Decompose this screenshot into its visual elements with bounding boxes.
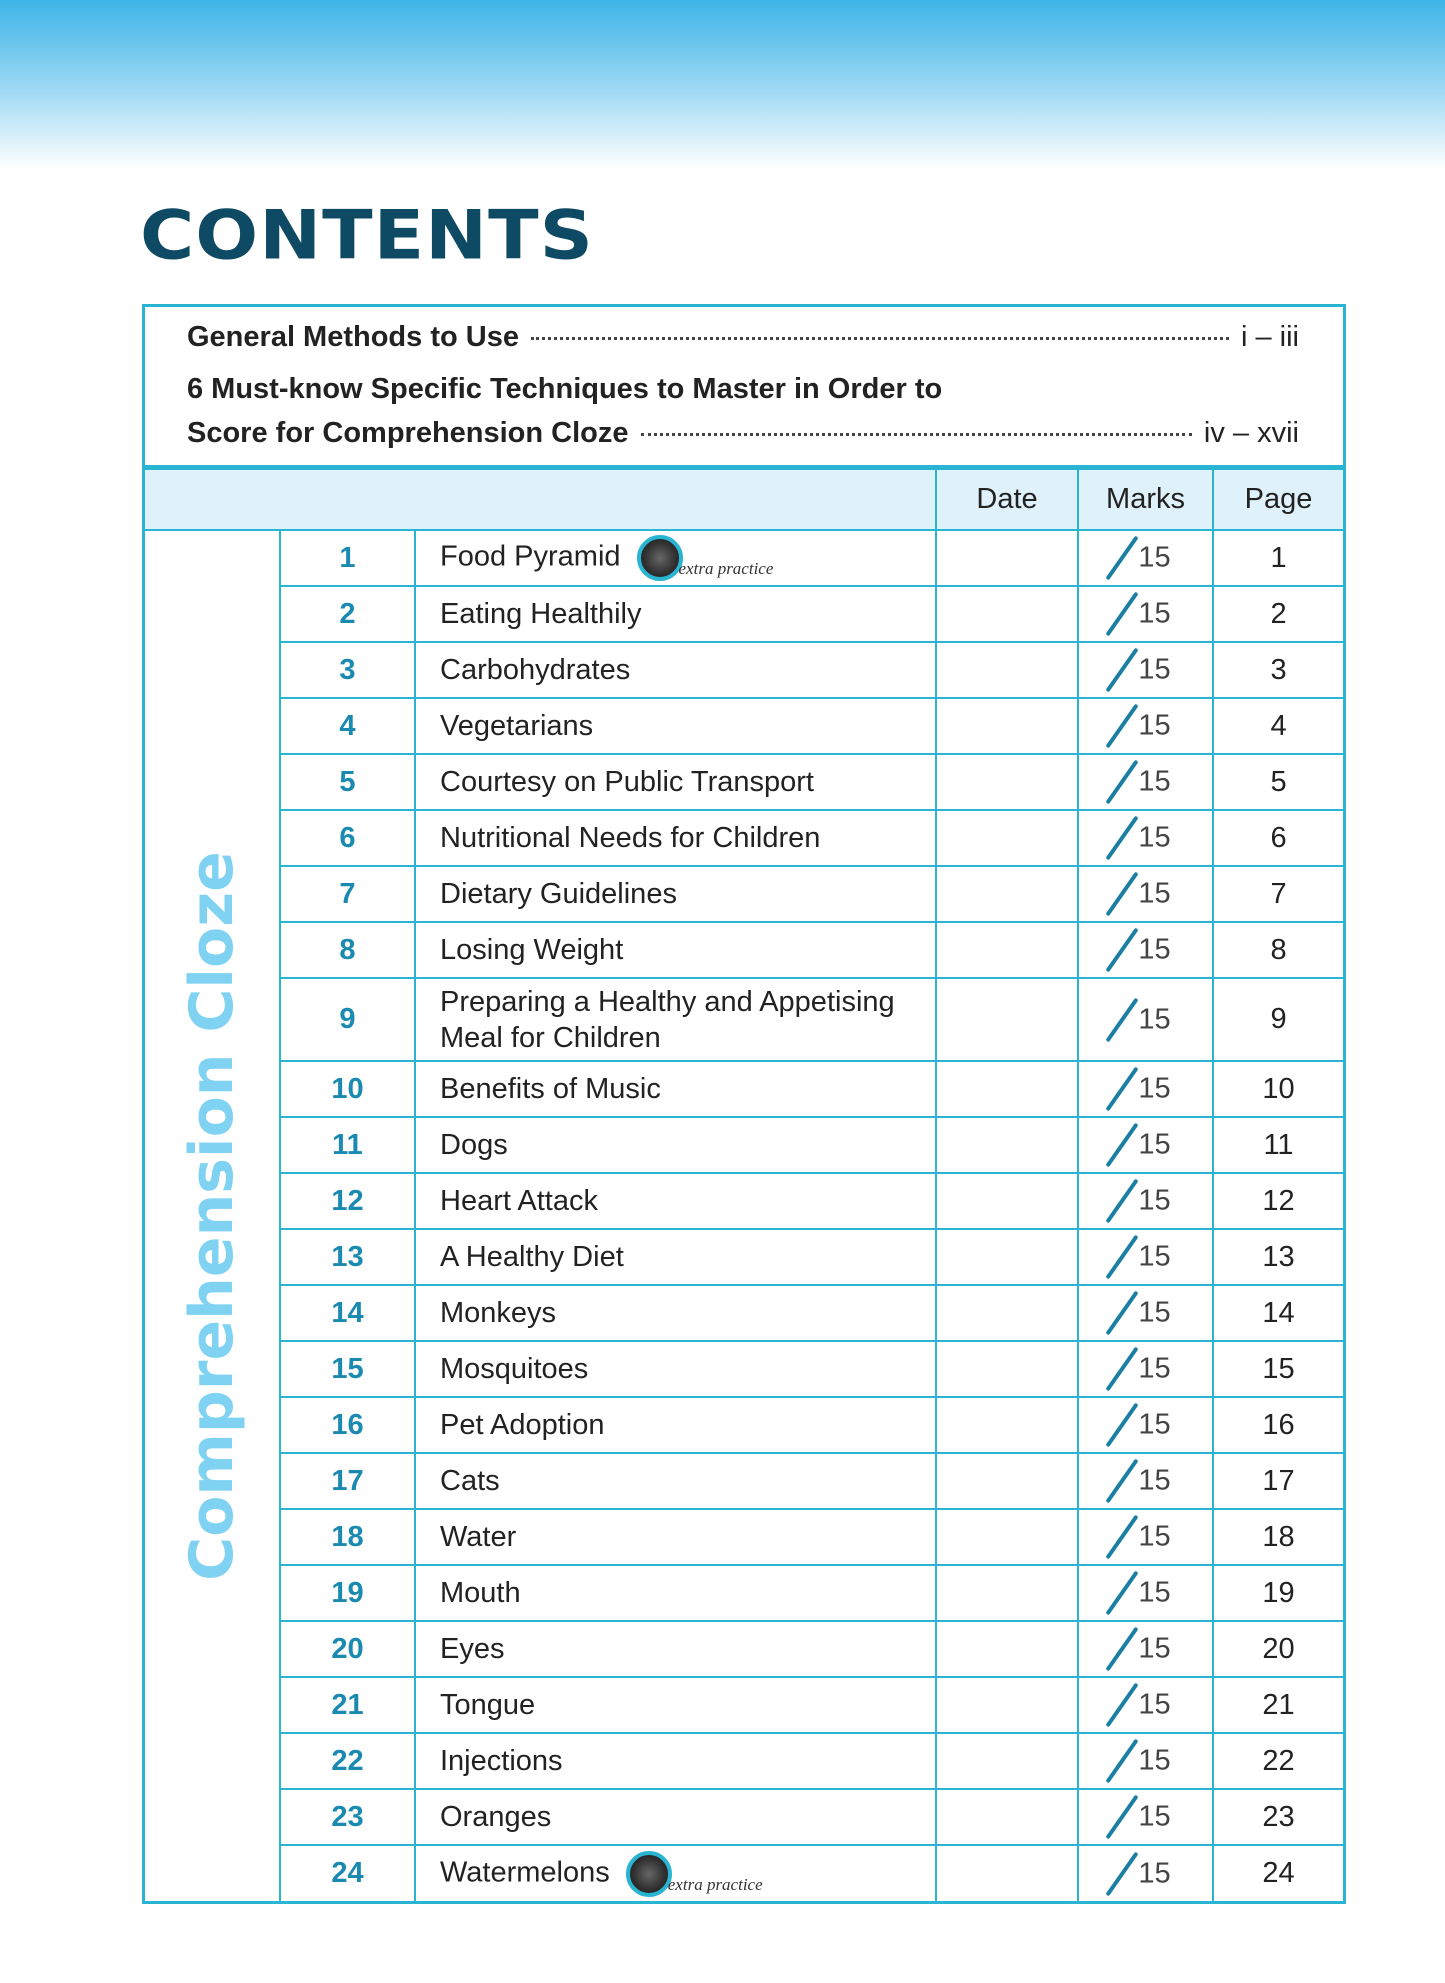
marks-total: 15 <box>1138 1800 1171 1833</box>
unit-number: 5 <box>280 754 415 810</box>
unit-number: 24 <box>280 1845 415 1901</box>
unit-number: 10 <box>280 1061 415 1117</box>
marks-total: 15 <box>1138 1296 1171 1329</box>
unit-title: Pet Adoption <box>440 1409 605 1441</box>
intro-section <box>145 307 1343 468</box>
unit-title: Preparing a Healthy and Appetising Meal for Children <box>440 985 895 1054</box>
table-row[interactable] <box>145 530 1343 586</box>
date-field[interactable] <box>936 1229 1078 1285</box>
marks-field[interactable] <box>1078 586 1213 642</box>
toc-entry-techniques-line1[interactable] <box>187 373 1299 413</box>
page-number: 5 <box>1213 754 1343 810</box>
table-row[interactable] <box>145 1621 1343 1677</box>
marks-field[interactable] <box>1078 1229 1213 1285</box>
page-number: 3 <box>1213 642 1343 698</box>
unit-title: Vegetarians <box>440 710 594 742</box>
unit-number: 22 <box>280 1733 415 1789</box>
marks-field[interactable] <box>1078 1173 1213 1229</box>
unit-title: Dogs <box>440 1129 508 1161</box>
entry-pages: iv – xvii <box>1203 417 1299 449</box>
extra-practice-badge <box>626 1851 763 1897</box>
marks-total: 15 <box>1138 1240 1171 1273</box>
marks-total: 15 <box>1138 1003 1171 1035</box>
marks-field[interactable] <box>1078 922 1213 978</box>
unit-title-cell[interactable] <box>415 922 936 978</box>
unit-title-cell[interactable] <box>415 586 936 642</box>
cd-icon <box>637 535 683 581</box>
section-label-cell <box>145 530 280 1901</box>
unit-title-cell[interactable] <box>415 754 936 810</box>
table-row[interactable] <box>145 1173 1343 1229</box>
marks-total: 15 <box>1138 1632 1171 1665</box>
unit-title: Courtesy on Public Transport <box>440 766 814 798</box>
marks-total: 15 <box>1138 877 1171 910</box>
page-number: 24 <box>1213 1845 1343 1901</box>
table-row[interactable] <box>145 754 1343 810</box>
slash-mark <box>1106 1571 1139 1616</box>
extra-practice-label: extra practice <box>667 1874 763 1894</box>
unit-title-cell[interactable] <box>415 1285 936 1341</box>
cd-icon <box>626 1851 672 1897</box>
slash-mark <box>1106 1515 1139 1560</box>
marks-total: 15 <box>1138 709 1171 742</box>
marks-field[interactable] <box>1078 530 1213 586</box>
unit-title-cell[interactable] <box>415 1117 936 1173</box>
extra-practice-badge <box>637 535 774 581</box>
marks-field[interactable] <box>1078 1509 1213 1565</box>
unit-title-cell[interactable] <box>415 1677 936 1733</box>
unit-number: 20 <box>280 1621 415 1677</box>
page-number: 9 <box>1213 978 1343 1061</box>
slash-mark <box>1106 536 1139 581</box>
unit-number: 14 <box>280 1285 415 1341</box>
unit-title: Eyes <box>440 1633 505 1665</box>
marks-total: 15 <box>1138 765 1171 798</box>
marks-field[interactable] <box>1078 1285 1213 1341</box>
unit-title: A Healthy Diet <box>440 1241 624 1273</box>
page-number: 15 <box>1213 1341 1343 1397</box>
date-field[interactable] <box>936 1509 1078 1565</box>
date-field[interactable] <box>936 754 1078 810</box>
page-number: 1 <box>1213 530 1343 586</box>
marks-total: 15 <box>1138 1857 1171 1889</box>
date-field[interactable] <box>936 698 1078 754</box>
table-row[interactable] <box>145 1229 1343 1285</box>
page-number: 19 <box>1213 1565 1343 1621</box>
contents-table <box>142 304 1346 1904</box>
unit-title-cell[interactable] <box>415 1845 936 1901</box>
table-row[interactable] <box>145 1341 1343 1397</box>
slash-mark <box>1106 997 1139 1042</box>
marks-total: 15 <box>1138 821 1171 854</box>
page-number: 17 <box>1213 1453 1343 1509</box>
unit-number: 23 <box>280 1789 415 1845</box>
table-row[interactable] <box>145 586 1343 642</box>
page-number: 2 <box>1213 586 1343 642</box>
marks-total: 15 <box>1138 1072 1171 1105</box>
header-blank <box>145 469 936 530</box>
marks-total: 15 <box>1138 1688 1171 1721</box>
unit-number: 21 <box>280 1677 415 1733</box>
unit-number: 4 <box>280 698 415 754</box>
marks-field[interactable] <box>1078 866 1213 922</box>
page-number: 23 <box>1213 1789 1343 1845</box>
marks-field[interactable] <box>1078 1789 1213 1845</box>
slash-mark <box>1106 1179 1139 1224</box>
marks-field[interactable] <box>1078 1397 1213 1453</box>
unit-title-cell[interactable] <box>415 1733 936 1789</box>
unit-title-cell[interactable] <box>415 1173 936 1229</box>
unit-title: Oranges <box>440 1801 552 1833</box>
unit-title: Mouth <box>440 1577 521 1609</box>
marks-total: 15 <box>1138 653 1171 686</box>
marks-field[interactable] <box>1078 698 1213 754</box>
table-row[interactable] <box>145 810 1343 866</box>
unit-title-cell[interactable] <box>415 866 936 922</box>
slash-mark <box>1106 928 1139 973</box>
unit-title-cell[interactable] <box>415 810 936 866</box>
slash-mark <box>1106 760 1139 805</box>
table-row[interactable] <box>145 1789 1343 1845</box>
table-row[interactable] <box>145 698 1343 754</box>
marks-total: 15 <box>1138 1576 1171 1609</box>
date-field[interactable] <box>936 530 1078 586</box>
marks-field[interactable] <box>1078 1845 1213 1901</box>
leader-dots <box>641 433 1192 436</box>
unit-number: 9 <box>280 978 415 1061</box>
table-row[interactable] <box>145 1453 1343 1509</box>
date-field[interactable] <box>936 1117 1078 1173</box>
marks-total: 15 <box>1138 1128 1171 1161</box>
date-field[interactable] <box>936 1565 1078 1621</box>
header-date: Date <box>936 469 1078 530</box>
unit-title: Food Pyramid <box>440 540 621 573</box>
table-row[interactable] <box>145 1509 1343 1565</box>
page-number: 21 <box>1213 1677 1343 1733</box>
marks-total: 15 <box>1138 1520 1171 1553</box>
marks-field[interactable] <box>1078 1117 1213 1173</box>
table-row[interactable] <box>145 1397 1343 1453</box>
page-number: 4 <box>1213 698 1343 754</box>
date-field[interactable] <box>936 586 1078 642</box>
slash-mark <box>1106 816 1139 861</box>
marks-total: 15 <box>1138 1184 1171 1217</box>
date-field[interactable] <box>936 1621 1078 1677</box>
entry-pages: i – iii <box>1240 321 1299 353</box>
date-field[interactable] <box>936 1733 1078 1789</box>
extra-practice-label: extra practice <box>678 559 774 578</box>
date-field[interactable] <box>936 1845 1078 1901</box>
unit-title: Dietary Guidelines <box>440 878 677 910</box>
unit-number: 11 <box>280 1117 415 1173</box>
entry-title: Score for Comprehension Cloze <box>187 417 629 449</box>
marks-field[interactable] <box>1078 642 1213 698</box>
slash-mark <box>1106 1627 1139 1672</box>
page-number: 8 <box>1213 922 1343 978</box>
slash-mark <box>1106 1403 1139 1448</box>
page-number: 20 <box>1213 1621 1343 1677</box>
unit-number: 16 <box>280 1397 415 1453</box>
slash-mark <box>1106 1739 1139 1784</box>
marks-field[interactable] <box>1078 1341 1213 1397</box>
page-number: 22 <box>1213 1733 1343 1789</box>
entry-title: General Methods to Use <box>187 321 519 353</box>
slash-mark <box>1106 1291 1139 1336</box>
page-number: 13 <box>1213 1229 1343 1285</box>
unit-number: 7 <box>280 866 415 922</box>
unit-number: 1 <box>280 530 415 586</box>
page-number: 10 <box>1213 1061 1343 1117</box>
page-number: 18 <box>1213 1509 1343 1565</box>
marks-total: 15 <box>1138 1352 1171 1385</box>
unit-number: 8 <box>280 922 415 978</box>
table-row[interactable] <box>145 866 1343 922</box>
unit-title-cell[interactable] <box>415 1509 936 1565</box>
unit-title-cell[interactable] <box>415 698 936 754</box>
marks-total: 15 <box>1138 597 1171 630</box>
unit-number: 18 <box>280 1509 415 1565</box>
unit-title-cell[interactable] <box>415 978 936 1061</box>
slash-mark <box>1106 1459 1139 1504</box>
date-field[interactable] <box>936 1285 1078 1341</box>
date-field[interactable] <box>936 1397 1078 1453</box>
table-row[interactable] <box>145 1117 1343 1173</box>
toc-entry-techniques-line2[interactable] <box>187 417 1299 457</box>
unit-title: Benefits of Music <box>440 1073 661 1105</box>
unit-title-cell[interactable] <box>415 1397 936 1453</box>
table-row[interactable] <box>145 642 1343 698</box>
toc-entry-general-methods[interactable] <box>187 321 1299 369</box>
slash-mark <box>1106 872 1139 917</box>
marks-total: 15 <box>1138 1408 1171 1441</box>
slash-mark <box>1106 1851 1139 1896</box>
marks-field[interactable] <box>1078 1565 1213 1621</box>
unit-title-cell[interactable] <box>415 1341 936 1397</box>
unit-title-cell[interactable] <box>415 1061 936 1117</box>
unit-number: 17 <box>280 1453 415 1509</box>
date-field[interactable] <box>936 922 1078 978</box>
unit-title: Monkeys <box>440 1297 557 1329</box>
unit-number: 2 <box>280 586 415 642</box>
entry-title: 6 Must-know Specific Techniques to Master in Order to <box>187 373 943 405</box>
unit-number: 6 <box>280 810 415 866</box>
unit-title: Tongue <box>440 1689 536 1721</box>
unit-title: Cats <box>440 1465 500 1497</box>
table-row[interactable] <box>145 922 1343 978</box>
unit-title: Losing Weight <box>440 934 624 966</box>
marks-total: 15 <box>1138 1744 1171 1777</box>
date-field[interactable] <box>936 866 1078 922</box>
slash-mark <box>1106 704 1139 749</box>
unit-title-cell[interactable] <box>415 530 936 586</box>
slash-mark <box>1106 648 1139 693</box>
table-row[interactable] <box>145 978 1343 1061</box>
date-field[interactable] <box>936 1173 1078 1229</box>
table-header <box>145 469 1343 530</box>
date-field[interactable] <box>936 1789 1078 1845</box>
slash-mark <box>1106 1067 1139 1112</box>
unit-title: Water <box>440 1521 517 1553</box>
date-field[interactable] <box>936 1677 1078 1733</box>
date-field[interactable] <box>936 1341 1078 1397</box>
unit-title: Eating Healthily <box>440 598 642 630</box>
marks-total: 15 <box>1138 933 1171 966</box>
marks-field[interactable] <box>1078 1453 1213 1509</box>
page-number: 11 <box>1213 1117 1343 1173</box>
date-field[interactable] <box>936 642 1078 698</box>
table-row[interactable] <box>145 1677 1343 1733</box>
unit-title-cell[interactable] <box>415 1621 936 1677</box>
slash-mark <box>1106 1795 1139 1840</box>
slash-mark <box>1106 592 1139 637</box>
page-title: CONTENTS <box>140 196 594 276</box>
marks-field[interactable] <box>1078 1733 1213 1789</box>
unit-number: 3 <box>280 642 415 698</box>
unit-title-cell[interactable] <box>415 642 936 698</box>
slash-mark <box>1106 1123 1139 1168</box>
unit-number: 19 <box>280 1565 415 1621</box>
leader-dots <box>531 337 1229 340</box>
unit-title: Mosquitoes <box>440 1353 589 1385</box>
unit-title-cell[interactable] <box>415 1565 936 1621</box>
unit-title: Carbohydrates <box>440 654 631 686</box>
slash-mark <box>1106 1683 1139 1728</box>
date-field[interactable] <box>936 1061 1078 1117</box>
marks-field[interactable] <box>1078 1621 1213 1677</box>
table-row[interactable] <box>145 1565 1343 1621</box>
unit-title: Watermelons <box>440 1856 610 1889</box>
units-table <box>145 468 1343 1901</box>
unit-title: Heart Attack <box>440 1185 598 1217</box>
unit-number: 13 <box>280 1229 415 1285</box>
marks-field[interactable] <box>1078 1061 1213 1117</box>
section-label: Comprehension Cloze <box>177 851 247 1581</box>
unit-title: Injections <box>440 1745 563 1777</box>
page-number: 6 <box>1213 810 1343 866</box>
unit-title: Nutritional Needs for Children <box>440 822 821 854</box>
header-page: Page <box>1213 469 1343 530</box>
marks-field[interactable] <box>1078 978 1213 1061</box>
unit-title-cell[interactable] <box>415 1453 936 1509</box>
header-band <box>0 0 1445 170</box>
header-marks: Marks <box>1078 469 1213 530</box>
date-field[interactable] <box>936 1453 1078 1509</box>
slash-mark <box>1106 1347 1139 1392</box>
table-row[interactable] <box>145 1845 1343 1901</box>
marks-field[interactable] <box>1078 754 1213 810</box>
page-number: 7 <box>1213 866 1343 922</box>
table-row[interactable] <box>145 1061 1343 1117</box>
marks-field[interactable] <box>1078 810 1213 866</box>
marks-field[interactable] <box>1078 1677 1213 1733</box>
page-number: 12 <box>1213 1173 1343 1229</box>
unit-number: 12 <box>280 1173 415 1229</box>
unit-title-cell[interactable] <box>415 1229 936 1285</box>
slash-mark <box>1106 1235 1139 1280</box>
unit-number: 15 <box>280 1341 415 1397</box>
date-field[interactable] <box>936 978 1078 1061</box>
unit-title-cell[interactable] <box>415 1789 936 1845</box>
marks-total: 15 <box>1138 1464 1171 1497</box>
page-number: 14 <box>1213 1285 1343 1341</box>
marks-total: 15 <box>1138 541 1171 574</box>
date-field[interactable] <box>936 810 1078 866</box>
page-number: 16 <box>1213 1397 1343 1453</box>
table-row[interactable] <box>145 1285 1343 1341</box>
table-row[interactable] <box>145 1733 1343 1789</box>
